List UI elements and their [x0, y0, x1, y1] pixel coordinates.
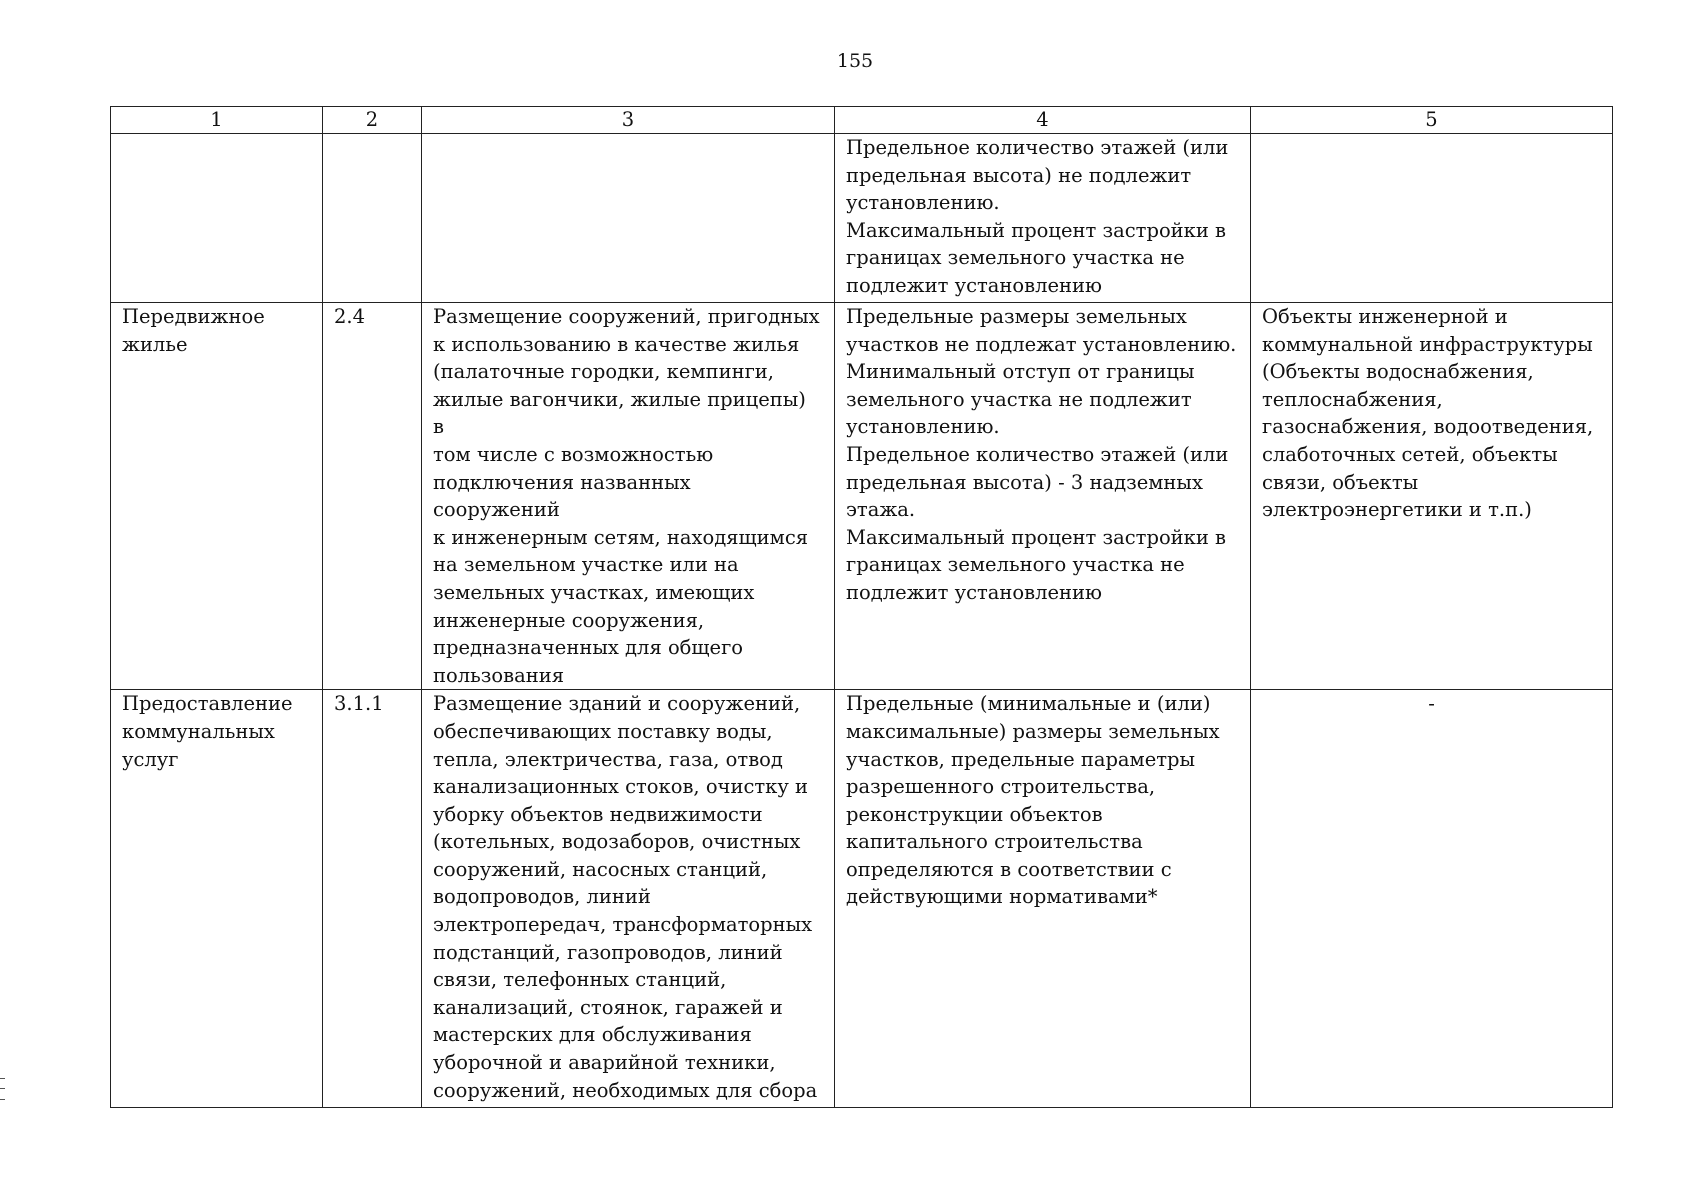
objects-cell: [1251, 690, 1613, 1108]
use-code-cell: [323, 690, 422, 1108]
parameters-cell: [835, 303, 1251, 690]
parameters-cell: [835, 134, 1251, 303]
use-name-cell: [111, 690, 323, 1108]
use-description: Размещение сооружений, пригодных к использованию в качестве жилья (палаточные городки, кемпинги, жилые вагончики, жилые прицепы) в том числе с возможностью подключения названных сооружений к инженерным сетям, находящимся на земельном участке или на земельных участках, имеющих инженерные сооружения, предназначенных для общего пользования: [433, 305, 820, 687]
use-description: Размещение зданий и сооружений, обеспечивающих поставку воды, тепла, электричества, газа, отвод канализационных стоков, очистку и уборку объектов недвижимости (котельных, водозаборов, очистных сооружений, насосных станций, водопроводов, линий электропередач, трансформаторных подстанций, газопроводов, линий связи, телефонных станций, канализаций, стоянок, гаражей и мастерских для обслуживания уборочной и аварийной техники, сооружений, необходимых для сбора: [433, 692, 818, 1102]
objects-cell: [1251, 303, 1613, 690]
use-name-cell: [111, 303, 323, 690]
objects-text: -: [1428, 692, 1435, 716]
parameters-text: Предельные (минимальные и (или) максимальные) размеры земельных участков, предельные параметры разрешенного строительства, реконструкции объектов капитального строительства определяются в соответствии с действующими нормативами*: [846, 692, 1220, 909]
page-number: 155: [836, 50, 874, 72]
use-name-cell: [111, 134, 323, 303]
column-header: 1: [111, 107, 323, 134]
column-header: 3: [422, 107, 835, 134]
objects-cell: [1251, 134, 1613, 303]
objects-text: Объекты инженерной и коммунальной инфраструктуры (Объекты водоснабжения, теплоснабжения, газоснабжения, водоотведения, слаботочных сетей, объекты связи, объекты электроэнергетики и т.п.): [1262, 305, 1594, 522]
column-header: 5: [1251, 107, 1613, 134]
use-name: Предоставление коммунальных услуг: [122, 692, 293, 771]
use-description-cell: [422, 690, 835, 1108]
use-code-cell: [323, 303, 422, 690]
scan-edge-mark: [0, 1078, 5, 1100]
use-code-cell: [323, 134, 422, 303]
use-name: Передвижное жилье: [122, 305, 265, 356]
use-description-cell: [422, 134, 835, 303]
parameters-cell: [835, 690, 1251, 1108]
table-row: [111, 134, 1613, 303]
use-description-cell: [422, 303, 835, 690]
table-row: [111, 690, 1613, 1108]
parameters-text: Предельные размеры земельных участков не подлежат установлению. Минимальный отступ от границы земельного участка не подлежит установлению. Предельное количество этажей (или предельная высота) - 3 надземных этажа. Максимальный процент застройки в границах земельного участка не подлежит установлению: [846, 305, 1237, 604]
use-code: 3.1.1: [334, 692, 384, 716]
column-header: 2: [323, 107, 422, 134]
parameters-text: Предельное количество этажей (или предельная высота) не подлежит установлению. Максимальный процент застройки в границах земельного участка не подлежит установлению: [846, 136, 1229, 297]
table-header-row: [111, 107, 1613, 134]
column-header: 4: [835, 107, 1251, 134]
land-use-table: [110, 106, 1613, 1108]
table-row: [111, 303, 1613, 690]
use-code: 2.4: [334, 305, 366, 328]
